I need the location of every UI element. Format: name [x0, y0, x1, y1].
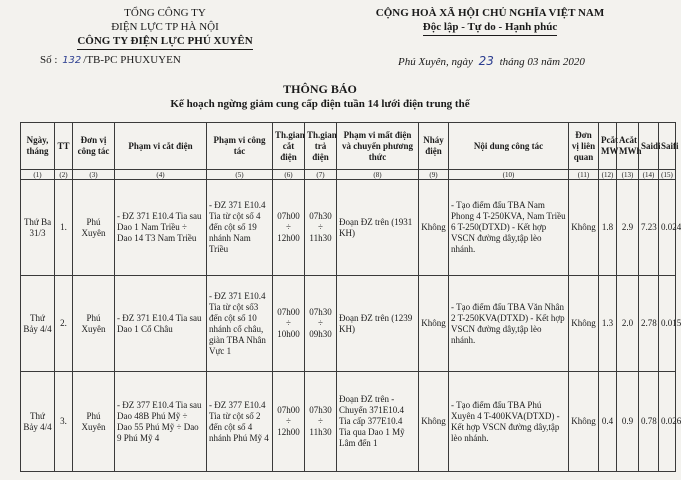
col-header-content: Nội dung công tác	[449, 123, 569, 170]
cell-work-scope: - ĐZ 371 E10.4 Tia từ cột số 4 đến cột số 19 nhánh Nam Triều	[207, 180, 273, 276]
table-row	[21, 276, 676, 372]
col-header-tt: TT	[55, 123, 73, 170]
column-number: (4)	[115, 170, 207, 180]
column-number: (13)	[617, 170, 639, 180]
cell-unit: Phú Xuyên	[73, 180, 115, 276]
national-title: CỘNG HOÀ XÃ HỘI CHỦ NGHĨA VIỆT NAM	[375, 7, 605, 19]
col-header-time-cut: Th.gian cắt điện	[273, 123, 305, 170]
cell-tt: 1.	[55, 180, 73, 276]
column-number-row	[21, 170, 676, 180]
column-number: (11)	[569, 170, 599, 180]
so-suffix: /TB-PC PHUXUYEN	[83, 54, 181, 66]
table-header-row	[21, 123, 676, 170]
document-date	[398, 54, 585, 68]
issuer-line-2: ĐIỆN LỰC TP HÀ NỘI	[111, 21, 219, 33]
cell-date: Thứ Ba 31/3	[21, 180, 55, 276]
cell-time-cut: 07h00 ÷ 10h00	[273, 276, 305, 372]
cell-related: Không	[569, 372, 599, 472]
date-suffix: tháng 03 năm 2020	[499, 56, 585, 68]
column-number: (1)	[21, 170, 55, 180]
column-number: (3)	[73, 170, 115, 180]
national-motto: Độc lập - Tự do - Hạnh phúc	[423, 20, 557, 36]
col-header-unit: Đơn vị công tác	[73, 123, 115, 170]
cell-flicker: Không	[419, 372, 449, 472]
column-number: (15)	[659, 170, 676, 180]
col-header-flicker: Nháy điện	[419, 123, 449, 170]
col-header-saifi: Saifi	[659, 123, 676, 170]
cell-time-restore: 07h30 ÷ 09h30	[305, 276, 337, 372]
col-header-work-scope: Phạm vi công tác	[207, 123, 273, 170]
so-number: 132	[62, 55, 82, 66]
page-subtitle: Kế hoạch ngừng giảm cung cấp điện tuần 14 lưới điện trung thế	[170, 98, 470, 110]
cell-saifi: 0.015	[659, 276, 676, 372]
column-number: (6)	[273, 170, 305, 180]
cell-work-scope: - ĐZ 377 E10.4 Tia từ cột số 2 đến cột số 4 nhánh Phú Mỹ 4	[207, 372, 273, 472]
cell-related: Không	[569, 276, 599, 372]
issuer-line-1: TỔNG CÔNG TY	[124, 7, 206, 19]
col-header-date: Ngày, tháng	[21, 123, 55, 170]
col-header-p-cut: Pcắt MW	[599, 123, 617, 170]
cell-a-cut: 2.0	[617, 276, 639, 372]
cell-content: - Tạo điểm đấu TBA Phú Xuyên 4 T-400KVA(DTXD) - Kết hợp VSCN đường dây,tập lèo nhánh.	[449, 372, 569, 472]
cell-unit: Phú Xuyên	[73, 372, 115, 472]
cell-date: Thứ Bảy 4/4	[21, 276, 55, 372]
cell-p-cut: 1.3	[599, 276, 617, 372]
column-number: (5)	[207, 170, 273, 180]
cell-time-cut: 07h00 ÷ 12h00	[273, 180, 305, 276]
col-header-cut-scope: Phạm vi cắt điện	[115, 123, 207, 170]
cell-cut-scope: - ĐZ 371 E10.4 Tia sau Dao 1 Cổ Châu	[115, 276, 207, 372]
so-label: Số :	[40, 54, 58, 66]
col-header-related: Đơn vị liên quan	[569, 123, 599, 170]
cell-saidi: 0.78	[639, 372, 659, 472]
column-number: (12)	[599, 170, 617, 180]
cell-p-cut: 0.4	[599, 372, 617, 472]
cell-content: - Tạo điểm đấu TBA Nam Phong 4 T-250KVA, Nam Triều 6 T-250(DTXD) - Kết hợp VSCN đường dây,tập lèo nhánh.	[449, 180, 569, 276]
cell-flicker: Không	[419, 180, 449, 276]
cell-saifi: 0.026	[659, 372, 676, 472]
cell-related: Không	[569, 180, 599, 276]
cell-saidi: 7.23	[639, 180, 659, 276]
column-number: (14)	[639, 170, 659, 180]
cell-unit: Phú Xuyên	[73, 276, 115, 372]
cell-outage-scope: Đoạn ĐZ trên - Chuyển 371E10.4 Tia cấp 377E10.4 Tia qua Dao 1 Mỹ Lâm đến 1	[337, 372, 419, 472]
col-header-outage-scope: Phạm vi mất điện và chuyển phương thức	[337, 123, 419, 170]
cell-flicker: Không	[419, 276, 449, 372]
col-header-a-cut: Acắt MWh	[617, 123, 639, 170]
cell-cut-scope: - ĐZ 377 E10.4 Tia sau Dao 48B Phú Mỹ ÷ Dao 55 Phú Mỹ ÷ Dao 9 Phú Mỹ 4	[115, 372, 207, 472]
column-number: (2)	[55, 170, 73, 180]
cell-tt: 3.	[55, 372, 73, 472]
cell-date: Thứ Bảy 4/4	[21, 372, 55, 472]
table-row	[21, 180, 676, 276]
date-day: 23	[478, 54, 494, 68]
cell-content: - Tạo điểm đấu TBA Văn Nhân 2 T-250KVA(DTXD) - Kết hợp VSCN đường dây,tập lèo nhánh.	[449, 276, 569, 372]
cell-a-cut: 2.9	[617, 180, 639, 276]
outage-schedule-table	[20, 122, 681, 472]
column-number: (7)	[305, 170, 337, 180]
cell-work-scope: - ĐZ 371 E10.4 Tia từ cột số3 đến cột số 10 nhánh cổ châu, giàn TBA Nhân Vực 1	[207, 276, 273, 372]
cell-p-cut: 1.8	[599, 180, 617, 276]
cell-a-cut: 0.9	[617, 372, 639, 472]
cell-tt: 2.	[55, 276, 73, 372]
cell-saifi: 0.024	[659, 180, 676, 276]
table-row	[21, 372, 676, 472]
document-number	[40, 54, 181, 66]
page-title: THÔNG BÁO	[283, 82, 357, 96]
issuer-header	[40, 6, 290, 50]
cell-time-cut: 07h00 ÷ 12h00	[273, 372, 305, 472]
col-header-time-restore: Th.gian trả điện	[305, 123, 337, 170]
column-number: (10)	[449, 170, 569, 180]
cell-outage-scope: Đoạn ĐZ trên (1239 KH)	[337, 276, 419, 372]
column-number: (9)	[419, 170, 449, 180]
cell-outage-scope: Đoạn ĐZ trên (1931 KH)	[337, 180, 419, 276]
cell-cut-scope: - ĐZ 371 E10.4 Tia sau Dao 1 Nam Triều ÷ Dao 14 T3 Nam Triều	[115, 180, 207, 276]
cell-time-restore: 07h30 ÷ 11h30	[305, 180, 337, 276]
issuer-company: CÔNG TY ĐIỆN LỰC PHÚ XUYÊN	[77, 34, 252, 50]
column-number: (8)	[337, 170, 419, 180]
col-header-saidi: Saidi	[639, 123, 659, 170]
date-prefix: Phú Xuyên, ngày	[398, 56, 473, 68]
national-header	[350, 6, 630, 36]
cell-saidi: 2.78	[639, 276, 659, 372]
cell-time-restore: 07h30 ÷ 11h30	[305, 372, 337, 472]
